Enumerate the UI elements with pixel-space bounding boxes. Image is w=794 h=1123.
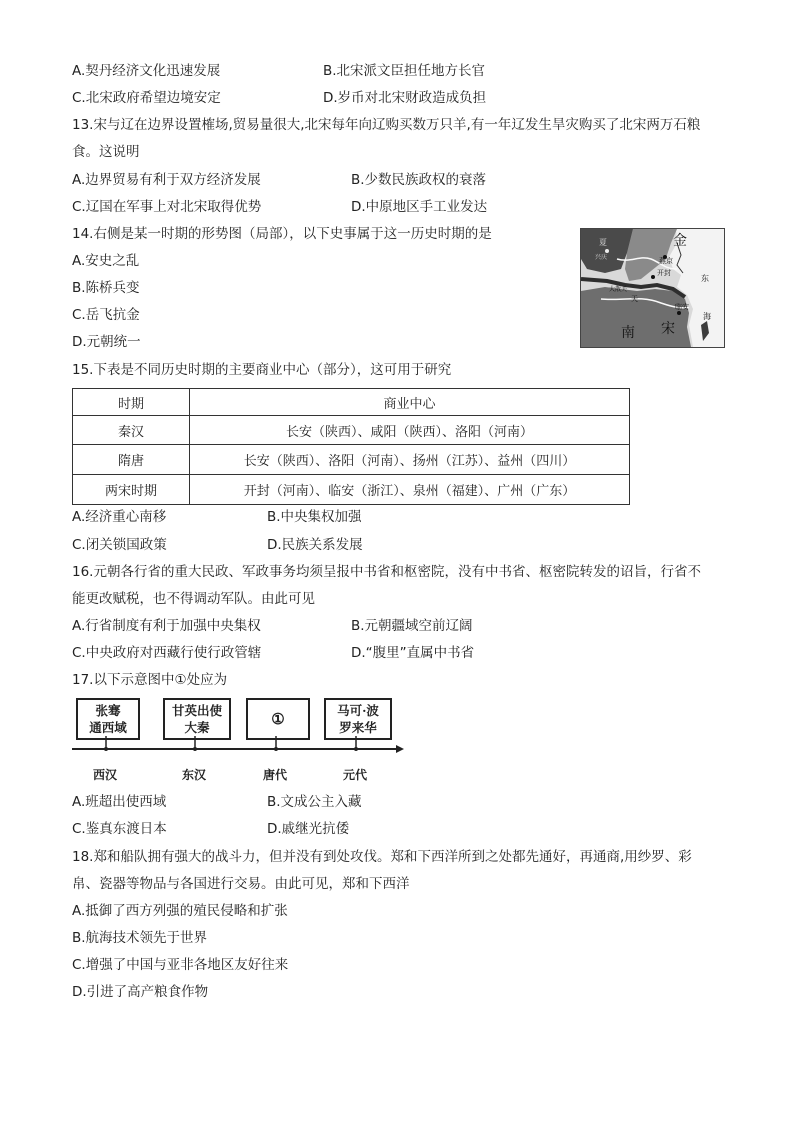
q18-option-d: D.引进了高产粮食作物	[72, 984, 209, 1000]
q14-option-b: B.陈桥兵变	[72, 280, 140, 296]
q16-option-b: B.元朝疆域空前辽阔	[351, 618, 473, 634]
map-label-song: 宋	[661, 321, 675, 337]
q13-option-a: A.边界贸易有利于双方经济发展	[72, 172, 261, 188]
table-header-centers: 商业中心	[190, 389, 630, 416]
q18-option-c: C.增强了中国与亚非各地区友好往来	[72, 957, 289, 973]
box-text-line: 大秦	[184, 720, 210, 735]
q17-option-c: C.鉴真东渡日本	[72, 821, 167, 837]
q13-option-d: D.中原地区手工业发达	[351, 199, 488, 215]
xingqing-dot	[605, 249, 609, 253]
map-label-kaifeng: 开封	[657, 269, 671, 277]
timeline-label-donghan: 东汉	[182, 768, 207, 782]
table-header-period: 时期	[73, 389, 190, 416]
map-label-tian: 天	[631, 295, 638, 303]
timeline-box-blank	[246, 698, 310, 740]
table-cell-centers: 开封（河南）、临安（浙江）、泉州（福建）、广州（广东）	[190, 475, 630, 505]
commercial-centers-table	[72, 388, 630, 505]
table-row	[73, 445, 630, 475]
map-label-xingqing: 兴庆	[595, 254, 608, 261]
timeline-box-marcopolo	[324, 698, 392, 740]
kaifeng-dot	[651, 275, 655, 279]
q17-option-d: D.戚继光抗倭	[267, 821, 350, 837]
q16-stem-line2: 能更改赋税，也不得调动军队。由此可见	[72, 591, 315, 607]
timeline-box-zhangqian	[76, 698, 140, 740]
q17-option-a: A.班超出使西域	[72, 794, 167, 810]
q15-stem: 15.下表是不同历史时期的主要商业中心（部分），这可用于研究	[72, 362, 452, 378]
q12-option-c: C.北宋政府希望边境安定	[72, 90, 221, 106]
q15-option-b: B.中央集权加强	[267, 509, 362, 525]
table-cell-period: 两宋时期	[73, 475, 190, 505]
timeline-label-xihan: 西汉	[93, 768, 118, 782]
map-label-dasan: 大散关	[609, 286, 628, 293]
timeline-axis	[70, 736, 410, 766]
q18-option-a: A.抵御了西方列强的殖民侵略和扩张	[72, 903, 288, 919]
q13-option-c: C.辽国在军事上对北宋取得优势	[72, 199, 262, 215]
box-text-line: 张骞	[95, 703, 121, 718]
table-cell-period: 隋唐	[73, 445, 190, 475]
map-label-xixia: 夏	[599, 238, 607, 247]
timeline-label-tangdai: 唐代	[263, 768, 288, 782]
box-text-line: 罗来华	[339, 720, 377, 735]
table-row	[73, 416, 630, 445]
q12-option-a: A.契丹经济文化迅速发展	[72, 63, 221, 79]
map-label-dong: 东	[701, 274, 709, 283]
q16-option-d: D.“腹里”直属中书省	[351, 645, 475, 661]
q13-stem-line2: 食。这说明	[72, 144, 140, 160]
q15-option-c: C.闭关锁国政策	[72, 537, 167, 553]
box-text-blank: ①	[271, 709, 285, 728]
q18-stem-line2: 帛、瓷器等物品与各国进行交易。由此可见，郑和下西洋	[72, 876, 410, 892]
q17-stem: 17.以下示意图中①处应为	[72, 672, 228, 688]
q15-option-d: D.民族关系发展	[267, 537, 363, 553]
q12-option-d: D.岁币对北宋财政造成负担	[323, 90, 487, 106]
box-text-line: 甘英出使	[171, 703, 222, 718]
q14-stem: 14.右侧是某一时期的形势图（局部），以下史事属于这一历史时期的是	[72, 226, 492, 242]
q15-option-a: A.经济重心南移	[72, 509, 167, 525]
linan-dot	[677, 311, 681, 315]
table-cell-centers: 长安（陕西）、咸阳（陕西）、洛阳（河南）	[190, 416, 630, 445]
table-cell-period: 秦汉	[73, 416, 190, 445]
q14-option-c: C.岳飞抗金	[72, 307, 140, 323]
q16-option-a: A.行省制度有利于加强中央集权	[72, 618, 261, 634]
q13-stem-line1: 13.宋与辽在边界设置榷场,贸易量很大,北宋每年向辽购买数万只羊,有一年辽发生旱灾购买了北宋两万石粮	[72, 117, 701, 133]
situation-map	[580, 228, 725, 348]
q17-option-b: B.文成公主入藏	[267, 794, 362, 810]
table-row	[73, 475, 630, 505]
map-label-nan: 南	[621, 325, 635, 341]
table-header-row	[73, 389, 630, 416]
map-label-linan: 临安	[675, 303, 689, 311]
table-cell-centers: 长安（陕西）、洛阳（河南）、扬州（江苏）、益州（四川）	[190, 445, 630, 475]
q16-option-c: C.中央政府对西藏行使行政管辖	[72, 645, 262, 661]
map-label-hai: 海	[703, 312, 711, 321]
map-graphic	[581, 229, 724, 347]
q18-option-b: B.航海技术领先于世界	[72, 930, 208, 946]
q18-stem-line1: 18.郑和船队拥有强大的战斗力，但并没有到处攻伐。郑和下西洋所到之处都先通好，再通商,用纱罗、彩	[72, 849, 692, 865]
q12-option-b: B.北宋派文臣担任地方长官	[323, 63, 486, 79]
q14-option-d: D.元朝统一	[72, 334, 141, 350]
map-label-yanjing: 燕京	[659, 257, 673, 265]
timeline-box-ganying	[163, 698, 231, 740]
q13-option-b: B.少数民族政权的衰落	[351, 172, 487, 188]
map-label-jin: 金	[673, 233, 687, 249]
box-text-line: 马可·波	[337, 703, 379, 718]
box-text-line: 通西域	[89, 720, 127, 735]
timeline-label-yuandai: 元代	[343, 768, 368, 782]
q14-option-a: A.安史之乱	[72, 253, 140, 269]
q16-stem-line1: 16.元朝各行省的重大民政、军政事务均须呈报中书省和枢密院，没有中书省、枢密院转发的诏旨，行省不	[72, 564, 701, 580]
